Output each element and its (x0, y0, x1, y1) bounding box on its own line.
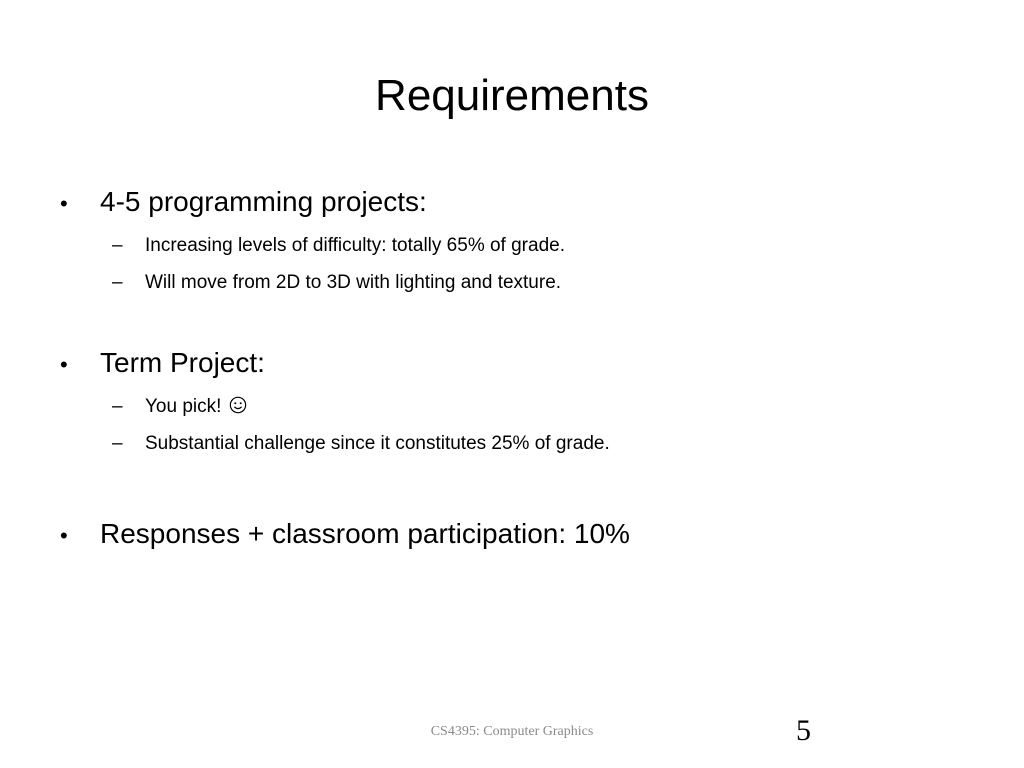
slide-title: Requirements (375, 71, 649, 120)
sub-bullet-text: Increasing levels of difficulty: totally 65% of grade. (145, 235, 565, 256)
sub-bullet-marker: – (112, 235, 123, 256)
bullet-marker: • (60, 191, 68, 216)
bullet-item (60, 347, 265, 379)
sub-bullet-item (112, 235, 565, 257)
bullet-text: 4-5 programming projects: (100, 186, 427, 217)
sub-bullet-item (112, 396, 247, 418)
bullet-text: Responses + classroom participation: 10% (100, 518, 630, 549)
bullet-marker: • (60, 352, 68, 377)
slide-number: 5 (796, 714, 811, 747)
sub-bullet-text: You pick! (145, 396, 222, 417)
sub-bullet-text: Substantial challenge since it constitutes 25% of grade. (145, 433, 610, 454)
bullet-item (60, 518, 630, 550)
sub-bullet-text: Will move from 2D to 3D with lighting and texture. (145, 272, 562, 293)
sub-bullet-marker: – (112, 272, 123, 293)
sub-bullet-marker: – (112, 433, 123, 454)
sub-bullet-item (112, 272, 561, 294)
footer-course-title: CS4395: Computer Graphics (430, 724, 594, 739)
sub-bullet-item (112, 433, 610, 455)
smiley-face-icon (229, 396, 247, 414)
bullet-marker: • (60, 523, 68, 548)
bullet-item (60, 186, 427, 218)
sub-bullet-marker: – (112, 396, 123, 417)
bullet-text: Term Project: (100, 347, 265, 378)
